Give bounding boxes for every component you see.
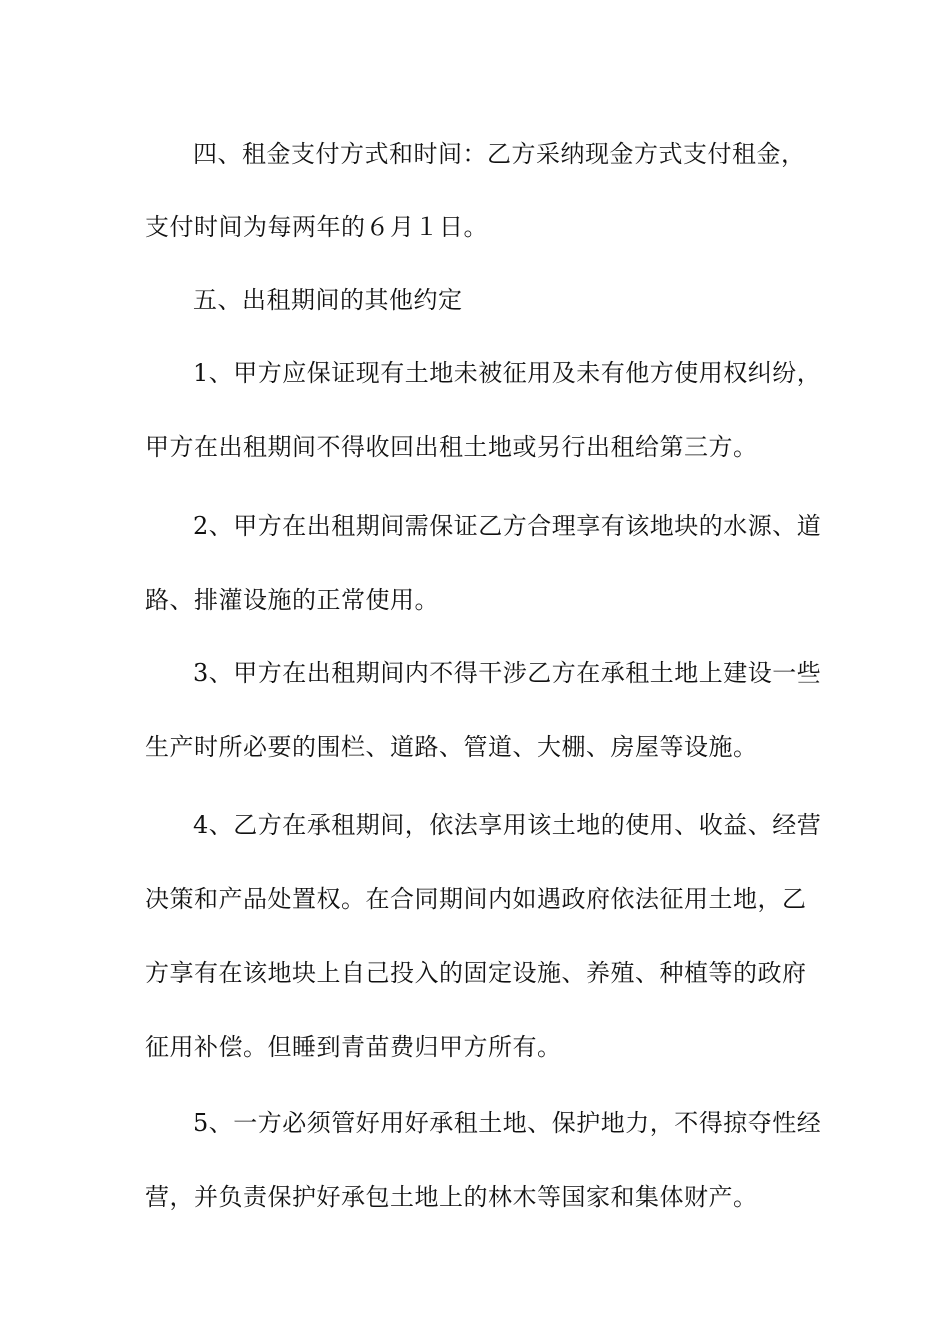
item-5-line-1: 5、一方必须管好用好承租土地、保护地力，不得掠夺性经 — [193, 1109, 822, 1137]
item-3-line-1: 3、甲方在出租期间内不得干涉乙方在承租土地上建设一些 — [193, 659, 822, 687]
item-4-line-3: 方享有在该地块上自己投入的固定设施、养殖、种植等的政府 — [145, 959, 807, 987]
item-4-line-2: 决策和产品处置权。在合同期间内如遇政府依法征用土地，乙 — [145, 885, 807, 913]
item-1-line-1: 1、甲方应保证现有土地未被征用及未有他方使用权纠纷， — [193, 359, 822, 387]
item-2-line-2: 路、排灌设施的正常使用。 — [145, 586, 439, 614]
paragraph-4-line-1: 四、租金支付方式和时间：乙方采纳现金方式支付租金， — [193, 140, 806, 168]
item-4-line-1: 4、乙方在承租期间，依法享用该土地的使用、收益、经营 — [193, 811, 822, 839]
item-4-line-4: 征用补偿。但睡到青苗费归甲方所有。 — [145, 1033, 562, 1061]
paragraph-4-line-2: 支付时间为每两年的６月１日。 — [145, 213, 488, 241]
item-3-line-2: 生产时所必要的围栏、道路、管道、大棚、房屋等设施。 — [145, 733, 758, 761]
section-5-heading: 五、出租期间的其他约定 — [193, 286, 463, 314]
item-5-line-2: 营，并负责保护好承包土地上的林木等国家和集体财产。 — [145, 1183, 758, 1211]
item-1-line-2: 甲方在出租期间不得收回出租土地或另行出租给第三方。 — [145, 433, 758, 461]
item-2-line-1: 2、甲方在出租期间需保证乙方合理享有该地块的水源、道 — [193, 512, 822, 540]
